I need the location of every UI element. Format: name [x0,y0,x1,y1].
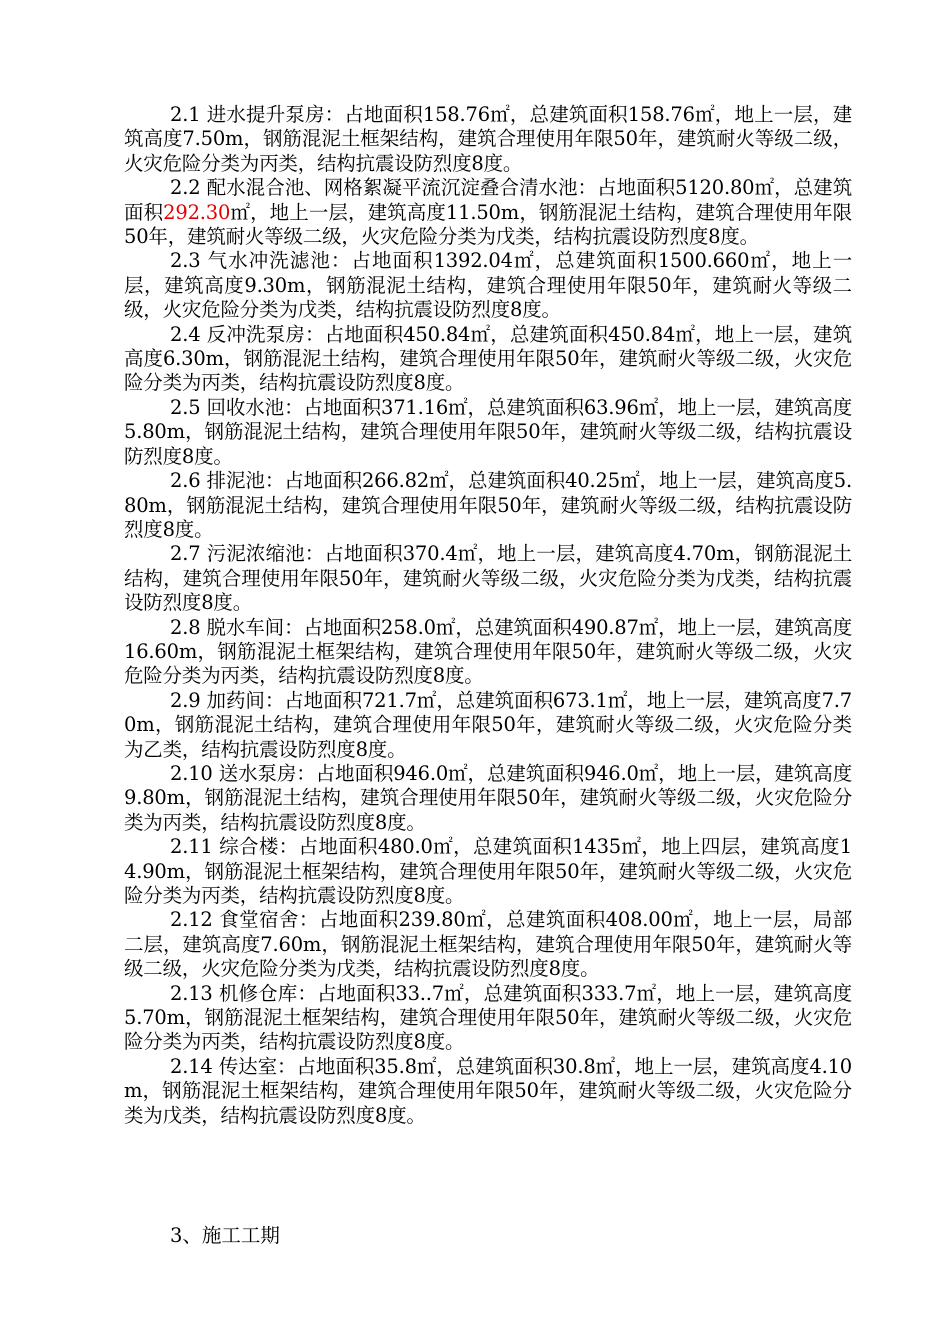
paragraph-2-3: 2.3 气水冲洗滤池：占地面积1392.04㎡，总建筑面积1500.660㎡，地上一层，建筑高度9.30m，钢筋混泥土结构，建筑合理使用年限50年，建筑耐火等级二级，火灾危险分类为戊类，结构抗震设防烈度8度。 [124,249,852,322]
paragraph-2-1: 2.1 进水提升泵房：占地面积158.76㎡，总建筑面积158.76㎡，地上一层，建筑高度7.50m，钢筋混泥土框架结构，建筑合理使用年限50年，建筑耐火等级二级，火灾危险分类为丙类，结构抗震设防烈度8度。 [124,103,852,175]
paragraph-2-8: 2.8 脱水车间：占地面积258.0㎡，总建筑面积490.87㎡，地上一层，建筑高度16.60m，钢筋混泥土框架结构，建筑合理使用年限50年，建筑耐火等级二级，火灾危险分类为丙类，结构抗震设防烈度8度。 [124,615,852,688]
paragraph-2-5: 2.5 回收水池：占地面积371.16㎡，总建筑面积63.96㎡，地上一层，建筑高度5.80m，钢筋混泥土结构，建筑合理使用年限50年，建筑耐火等级二级，结构抗震设防烈度8度。 [124,395,852,468]
paragraph-2-6: 2.6 排泥池：占地面积266.82㎡，总建筑面积40.25㎡，地上一层，建筑高度5.80m，钢筋混泥土结构，建筑合理使用年限50年，建筑耐火等级二级，结构抗震设防烈度8度。 [124,469,852,541]
paragraph-2-13: 2.13 机修仓库：占地面积33..7㎡，总建筑面积333.7㎡，地上一层，建筑高度5.70m，钢筋混泥土框架结构，建筑合理使用年限50年，建筑耐火等级二级，火灾危险分类为丙类，结构抗震设防烈度8度。 [124,981,852,1054]
paragraph-2-2 [124,176,852,249]
paragraph-2-2-part1: 2.2 配水混合池、网格絮凝平流沉淀叠合清水池：占地面积5120.80㎡，总建筑面积 [124,176,852,224]
section-heading: 3、施工工期 [170,1224,280,1247]
paragraph-2-4: 2.4 反冲洗泵房：占地面积450.84㎡，总建筑面积450.84㎡，地上一层，建筑高度6.30m，钢筋混泥土结构，建筑合理使用年限50年，建筑耐火等级二级，火灾危险分类为丙类，结构抗震设防烈度8度。 [124,322,852,395]
paragraph-2-7: 2.7 污泥浓缩池：占地面积370.4㎡，地上一层，建筑高度4.70m，钢筋混泥土结构，建筑合理使用年限50年，建筑耐火等级二级，火灾危险分类为戊类，结构抗震设防烈度8度。 [124,542,852,615]
paragraph-2-12: 2.12 食堂宿舍：占地面积239.80㎡，总建筑面积408.00㎡，地上一层，局部二层，建筑高度7.60m，钢筋混泥土框架结构，建筑合理使用年限50年，建筑耐火等级二级，火灾危险分类为戊类，结构抗震设防烈度8度。 [124,908,852,981]
paragraph-2-11: 2.11 综合楼：占地面积480.0㎡，总建筑面积1435㎡，地上四层，建筑高度14.90m，钢筋混泥土框架结构，建筑合理使用年限50年，建筑耐火等级二级，火灾危险分类为丙类，结构抗震设防烈度8度。 [124,835,852,907]
paragraph-2-14: 2.14 传达室：占地面积35.8㎡，总建筑面积30.8㎡，地上一层，建筑高度4.10m，钢筋混泥土框架结构，建筑合理使用年限50年，建筑耐火等级二级，火灾危险分类为戊类，结构抗震设防烈度8度。 [124,1054,852,1127]
paragraph-2-10: 2.10 送水泵房：占地面积946.0㎡，总建筑面积946.0㎡，地上一层，建筑高度9.80m，钢筋混泥土结构，建筑合理使用年限50年，建筑耐火等级二级，火灾危险分类为丙类，结构抗震设防烈度8度。 [124,761,852,834]
document-body [124,103,852,1128]
paragraph-2-9: 2.9 加药间：占地面积721.7㎡，总建筑面积673.1㎡，地上一层，建筑高度7.70m，钢筋混泥土结构，建筑合理使用年限50年，建筑耐火等级二级，火灾危险分类为乙类，结构抗震设防烈度8度。 [124,688,852,761]
paragraph-2-2-part2: ㎡，地上一层，建筑高度11.50m，钢筋混泥土结构，建筑合理使用年限50年，建筑耐火等级二级，火灾危险分类为戊类，结构抗震设防烈度8度。 [124,200,852,249]
highlighted-value: 292.30 [163,200,231,224]
